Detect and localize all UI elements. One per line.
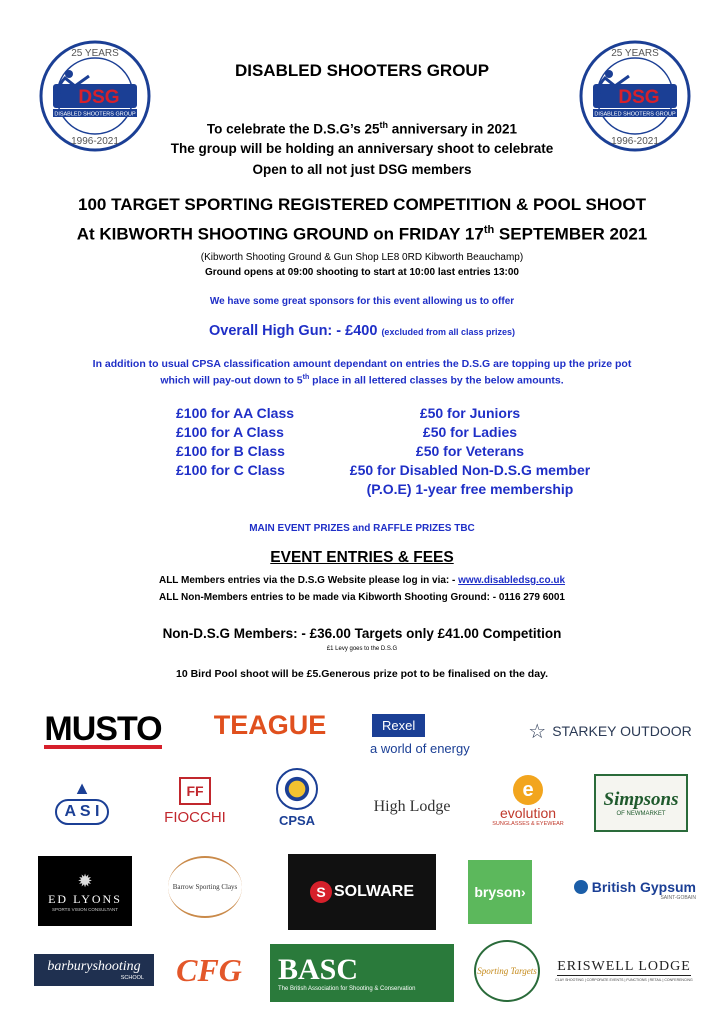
intro-line-3: Open to all not just DSG members	[252, 162, 472, 177]
prize-item: £100 for A Class	[176, 424, 284, 440]
prize-item: £100 for C Class	[176, 462, 285, 478]
bryson-logo: bryson ›	[468, 860, 532, 924]
intro-line-2: The group will be holding an anniversary shoot to celebrate	[170, 141, 554, 156]
svg-text:DSG: DSG	[78, 87, 120, 108]
solware-s-icon: S	[310, 881, 332, 903]
prize-item: £50 for Juniors	[419, 405, 521, 421]
topup-line-1: In addition to usual CPSA classification amount dependant on entries the D.S.G are topping up the prize pot	[92, 358, 632, 370]
teague-logo: TEAGUE	[213, 709, 327, 740]
ed-lyons-logo: ✹ ED LYONS SPORTS VISION CONSULTANT	[38, 856, 132, 926]
prize-list-classes	[176, 404, 336, 480]
barrow-logo: Barrow Sporting Clays	[168, 856, 242, 918]
intro-line-1: To celebrate the D.S.G’s 25th anniversary in 2021	[206, 120, 518, 137]
svg-text:1996-2021: 1996-2021	[71, 136, 119, 147]
entries-heading: EVENT ENTRIES & FEES	[270, 549, 454, 566]
cpsa-logo: CPSA	[262, 758, 332, 838]
musto-logo: MUSTO	[44, 710, 162, 748]
chevron-right-icon: ›	[521, 884, 526, 900]
non-members-entries: ALL Non-Members entries to be made via Kibworth Shooting Ground: - 0116 279 6001	[158, 592, 565, 603]
page-title: DISABLED SHOOTERS GROUP	[234, 61, 490, 80]
sponsors-line: We have some great sponsors for this event allowing us to offer	[209, 296, 515, 307]
barbury-logo: barburyshooting SCHOOL	[34, 954, 154, 986]
clay-target-icon	[276, 768, 318, 810]
prize-item: (P.O.E) 1-year free membership	[366, 481, 574, 497]
prize-list-other	[340, 404, 600, 499]
members-entries: ALL Members entries via the D.S.G Website please log in via: - www.disabledsg.co.uk	[158, 575, 566, 586]
star-icon: ☆	[528, 720, 547, 743]
prize-item: £50 for Veterans	[415, 443, 525, 459]
prize-item: £50 for Ladies	[422, 424, 518, 440]
fiocchi-logo: FF FIOCCHI	[150, 768, 240, 834]
topup-line-2: which will pay-out down to 5th place in all lettered classes by the below amounts.	[160, 374, 564, 387]
lion-icon: ✹	[77, 870, 93, 891]
svg-text:25 YEARS: 25 YEARS	[71, 48, 119, 59]
basc-logo: BASC The British Association for Shooting & Conservation	[270, 944, 454, 1002]
cfg-logo: CFG	[176, 951, 242, 988]
website-link[interactable]: www.disabledsg.co.uk	[458, 575, 566, 586]
svg-text:DSG: DSG	[618, 87, 660, 108]
starkey-logo: ☆ STARKEY OUTDOOR	[528, 720, 692, 743]
asi-logo: ▲ A S I	[38, 768, 126, 834]
rexel-logo: Rexel a world of energy	[370, 710, 506, 760]
event-times: Ground opens at 09:00 shooting to start at 10:00 last entries 13:00	[205, 267, 519, 278]
simpsons-logo: Simpsons OF NEWMARKET	[594, 774, 688, 832]
pool-shoot-line: 10 Bird Pool shoot will be £5.Generous prize pot to be finalised on the day.	[175, 668, 549, 680]
solware-logo: S SOLWARE	[288, 854, 436, 930]
globe-icon	[574, 880, 588, 894]
british-gypsum-logo: British Gypsum SAINT-GOBAIN	[556, 872, 696, 908]
prize-item: £100 for B Class	[176, 443, 285, 459]
high-lodge-logo: High Lodge	[373, 798, 451, 815]
svg-text:DISABLED SHOOTERS GROUP: DISABLED SHOOTERS GROUP	[54, 111, 136, 118]
svg-text:1996-2021: 1996-2021	[611, 136, 659, 147]
main-event-prizes: MAIN EVENT PRIZES and RAFFLE PRIZES TBC	[249, 523, 475, 534]
prize-item: £100 for AA Class	[176, 405, 295, 421]
levy-note: £1 Levy goes to the D.S.G	[326, 646, 398, 652]
event-address: (Kibworth Shooting Ground & Gun Shop LE8 0RD Kibworth Beauchamp)	[200, 252, 524, 263]
high-gun: Overall High Gun: - £400 (excluded from all class prizes)	[208, 323, 515, 339]
svg-text:25 YEARS: 25 YEARS	[611, 48, 659, 59]
eriswell-lodge-logo: ERISWELL LODGE CLAY SHOOTING | CORPORATE EVENTS | FUNCTIONS | RETAIL | CONFERENCING	[555, 958, 693, 982]
svg-text:DISABLED SHOOTERS GROUP: DISABLED SHOOTERS GROUP	[594, 111, 676, 118]
fees-line: Non-D.S.G Members: - £36.00 Targets only £41.00 Competition	[162, 626, 562, 641]
bulldog-icon: ▲	[73, 777, 91, 798]
evolution-logo: e evolution SUNGLASSES & EYEWEAR	[480, 770, 576, 832]
event-headline-2: At KIBWORTH SHOOTING GROUND on FRIDAY 17th SEPTEMBER 2021	[76, 224, 648, 244]
sporting-targets-logo: Sporting Targets	[474, 940, 540, 1002]
prize-item: £50 for Disabled Non-D.S.G member	[349, 462, 591, 478]
event-headline-1: 100 TARGET SPORTING REGISTERED COMPETITION & POOL SHOOT	[78, 195, 646, 214]
